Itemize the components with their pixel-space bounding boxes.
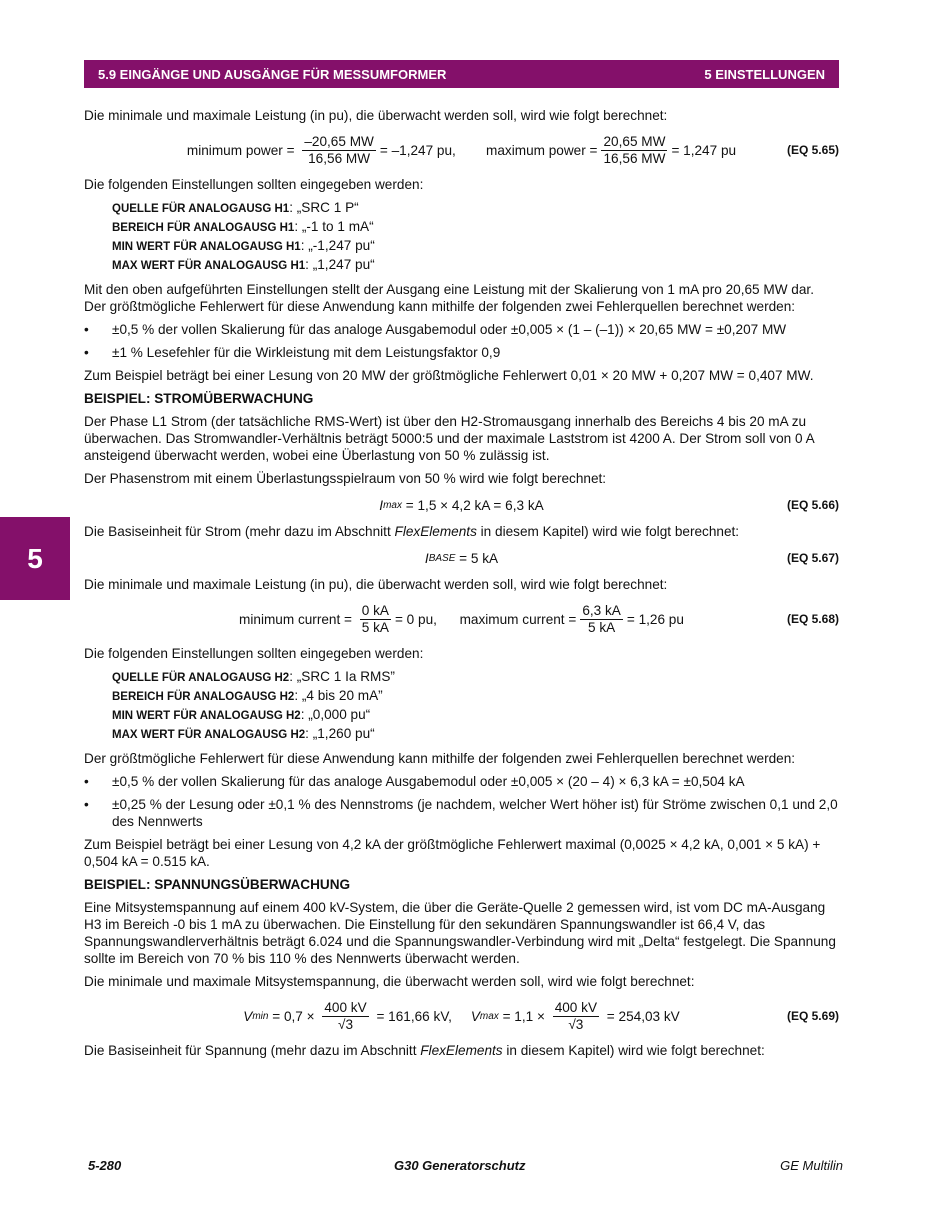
paragraph: Die minimale und maximale Leistung (in pu), die überwacht werden soll, wird wie folgt berechnet: bbox=[84, 577, 668, 592]
paragraph: Die folgenden Einstellungen sollten eingegeben werden: bbox=[84, 646, 424, 661]
section-header-bar bbox=[84, 60, 839, 88]
paragraph: Mit den oben aufgeführten Einstellungen stellt der Ausgang eine Leistung mit der Skalierung von 1 mA pro 20,65 MW dar. Der größtmögliche Fehlerwert für diese Anwendung kann mithilfe der folgenden zwei Fehlerquellen berechnet werden: bbox=[84, 282, 814, 314]
paragraph: Die minimale und maximale Leistung (in pu), die überwacht werden soll, wird wie folgt berechnet: bbox=[84, 108, 668, 123]
fraction: $\frac{20,65 MW}{16,56 MW}$ bbox=[603, 133, 666, 166]
equation-number: (EQ 5.69) bbox=[786, 1008, 839, 1023]
equation-5-69: V min = 0,7 × $\frac{400 kV}{√3}$ = 161,66 kV, V max = 1,1 × $\frac{400 kV}{√3}$ = 254,03 kV (EQ 5.69) bbox=[243, 999, 839, 1032]
page-number: 5-280 bbox=[88, 1158, 122, 1173]
fraction: $\frac{400 kV}{√3}$ bbox=[324, 999, 367, 1032]
chapter-title: 5 EINSTELLUNGEN bbox=[704, 66, 825, 82]
fraction: $\frac{0 kA}{5 kA}$ bbox=[361, 602, 389, 635]
fraction: $\frac{400 kV}{√3}$ bbox=[554, 999, 598, 1032]
paragraph: Der Phasenstrom mit einem Überlastungsspielraum von 50 % wird wie folgt berechnet: bbox=[84, 471, 607, 486]
section-heading: BEISPIEL: SPANNUNGSÜBERWACHUNG bbox=[84, 877, 351, 892]
equation-5-68: minimum current = $\frac{0 kA}{5 kA}$ = 0 pu, maximum current = $\frac{6,3 kA}{5 kA}$ = 1,26 pu (EQ 5.68) bbox=[239, 602, 839, 635]
bullet-item: • ±0,5 % der vollen Skalierung für das analoge Ausgabemodul oder ±0,005 × (20 – 4) × 6,3 kA = ±0,504 kA bbox=[84, 774, 745, 789]
settings-list-h1 bbox=[112, 199, 839, 275]
equation-5-67: I BASE = 5 kA (EQ 5.67) bbox=[424, 550, 839, 566]
setting-line: BEREICH FÜR ANALOGAUSG H2: „4 bis 20 mA” bbox=[112, 688, 383, 703]
bullet-item: • ±0,25 % der Lesung oder ±0,1 % des Nennstroms (je nachdem, welcher Wert höher ist) für Ströme zwischen 0,1 und 2,0 des Nennwerts bbox=[84, 797, 838, 829]
settings-list-h2 bbox=[112, 668, 839, 744]
setting-line: QUELLE FÜR ANALOGAUSG H1: „SRC 1 P“ bbox=[112, 200, 359, 215]
equation-5-65: minimum power = $\frac{-20,65 MW}{16,56 MW}$ = –1,247 pu, maximum power = $\frac{20,65 MW}{16,56 MW}$ = 1,247 pu (EQ 5.65) bbox=[186, 133, 839, 166]
section-heading: BEISPIEL: STROMÜBERWACHUNG bbox=[84, 391, 314, 406]
bullet-item: • ±0,5 % der vollen Skalierung für das analoge Ausgabemodul oder ±0,005 × (1 – (–1)) × 20,65 MW = ±0,207 MW bbox=[84, 322, 787, 337]
equation-5-66: I max = 1,5 × 4,2 kA = 6,3 kA (EQ 5.66) bbox=[379, 497, 839, 513]
bullet-item: • ±1 % Lesefehler für die Wirkleistung mit dem Leistungsfaktor 0,9 bbox=[84, 345, 501, 360]
publisher: GE Multilin bbox=[780, 1158, 843, 1173]
paragraph: Die folgenden Einstellungen sollten eingegeben werden: bbox=[84, 177, 424, 192]
fraction: $\frac{6,3 kA}{5 kA}$ bbox=[582, 602, 621, 635]
equation-number: (EQ 5.66) bbox=[786, 497, 839, 512]
paragraph: Die minimale und maximale Mitsystemspannung, die überwacht werden soll, wird wie folgt berechnet: bbox=[84, 974, 695, 989]
setting-line: MAX WERT FÜR ANALOGAUSG H2: „1,260 pu“ bbox=[112, 726, 375, 741]
manual-title: G30 Generatorschutz bbox=[394, 1158, 526, 1173]
setting-line: MIN WERT FÜR ANALOGAUSG H1: „-1,247 pu“ bbox=[112, 238, 375, 253]
setting-line: BEREICH FÜR ANALOGAUSG H1: „-1 to 1 mA“ bbox=[112, 219, 374, 234]
paragraph: Die Basiseinheit für Spannung (mehr dazu im Abschnitt FlexElements in diesem Kapitel) wird wie folgt berechnet: bbox=[84, 1043, 765, 1058]
paragraph: Eine Mitsystemspannung auf einem 400 kV-System, die über die Geräte-Quelle 2 gemessen wird, ist vom DC mA-Ausgang H3 im Bereich -0 bis 1 mA zu überwachen. Die Einstellung für den sekundären Spannungswandler ist 66,4 V, das Spannungswandlerverhältnis beträgt 6.024 und die Spannungswandler-Verbindung wird mit „Delta“ festgelegt. Die Spannung sollte im Bereich von 70 % bis 110 % des Nennwerts überwacht werden. bbox=[84, 900, 836, 966]
paragraph: Der Phase L1 Strom (der tatsächliche RMS-Wert) ist über den H2-Stromausgang innerhalb des Bereichs 4 bis 20 mA zu überwachen. Das Stromwandler-Verhältnis beträgt 5000:5 und der maximale Laststrom ist 4200 A. Der Strom soll von 0 A ansteigend überwacht werden, wobei eine Überlastung von 50 % zulässig ist. bbox=[84, 414, 814, 463]
fraction: $\frac{-20,65 MW}{16,56 MW}$ bbox=[304, 133, 374, 166]
section-title: 5.9 EINGÄNGE UND AUSGÄNGE FÜR MESSUMFORMER bbox=[98, 66, 447, 82]
paragraph: Zum Beispiel beträgt bei einer Lesung von 4,2 kA der größtmögliche Fehlerwert maximal (0,0025 × 4,2 kA, 0,001 × 5 kA) + 0,504 kA = 0.515 kA. bbox=[84, 837, 821, 869]
paragraph: Zum Beispiel beträgt bei einer Lesung von 20 MW der größtmögliche Fehlerwert 0,01 × 20 MW + 0,207 MW = 0,407 MW. bbox=[84, 368, 814, 383]
equation-number: (EQ 5.65) bbox=[786, 142, 839, 157]
setting-line: MAX WERT FÜR ANALOGAUSG H1: „1,247 pu“ bbox=[112, 257, 375, 272]
setting-line: QUELLE FÜR ANALOGAUSG H2: „SRC 1 Ia RMS” bbox=[112, 669, 395, 684]
equation-number: (EQ 5.67) bbox=[786, 550, 839, 565]
equation-number: (EQ 5.68) bbox=[786, 611, 839, 626]
chapter-tab: 5 bbox=[0, 517, 70, 600]
page-content bbox=[84, 107, 839, 1065]
paragraph: Der größtmögliche Fehlerwert für diese Anwendung kann mithilfe der folgenden zwei Fehlerquellen berechnet werden: bbox=[84, 751, 796, 766]
paragraph: Die Basiseinheit für Strom (mehr dazu im Abschnitt FlexElements in diesem Kapitel) wird wie folgt berechnet: bbox=[84, 524, 740, 539]
setting-line: MIN WERT FÜR ANALOGAUSG H2: „0,000 pu“ bbox=[112, 707, 371, 722]
